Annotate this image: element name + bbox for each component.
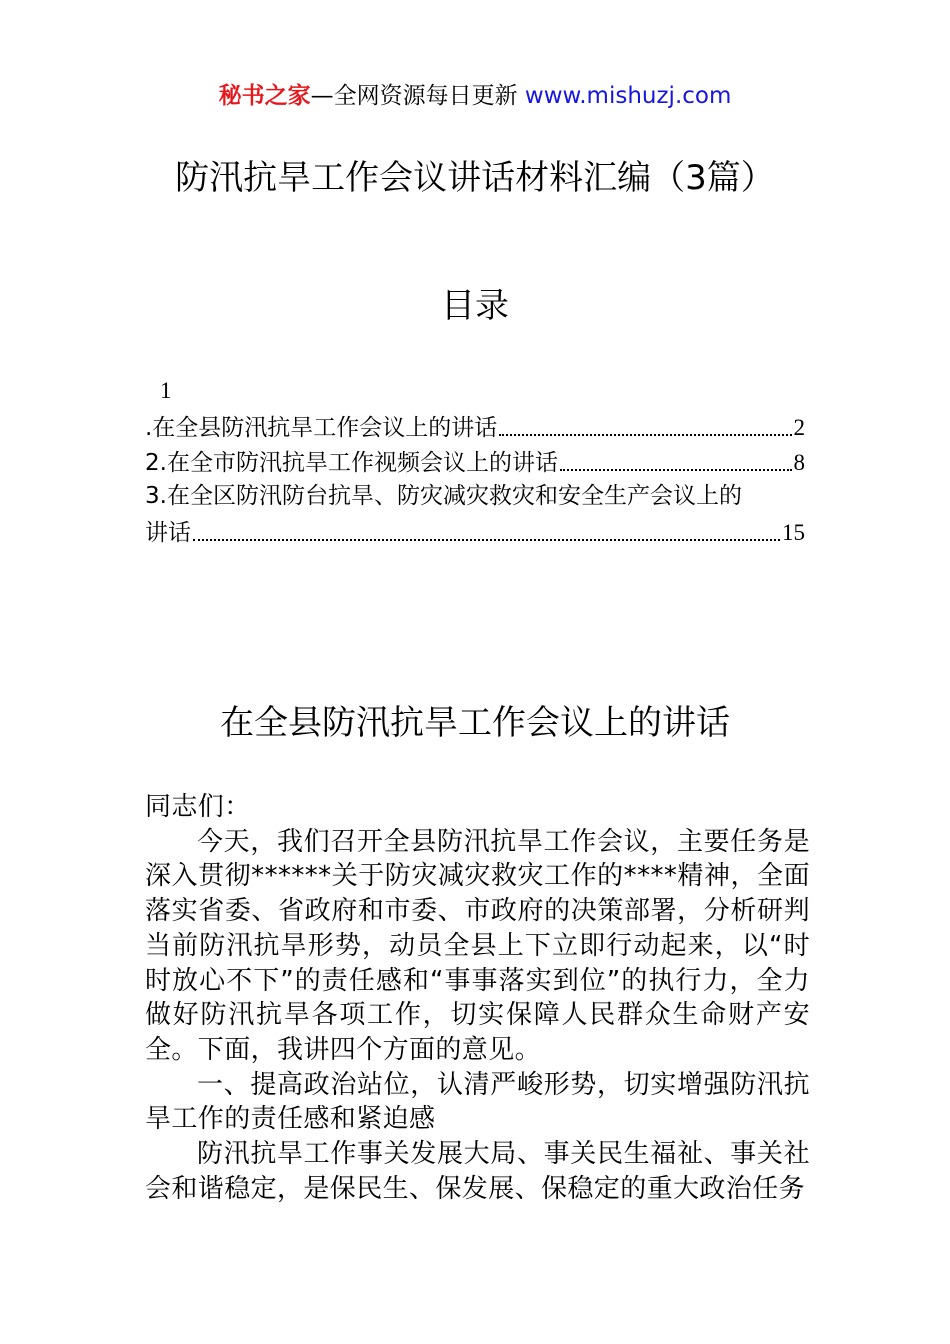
site-name: 秘书之家: [218, 83, 311, 109]
toc-item-page: 8: [793, 450, 805, 475]
toc-leader-dots: [499, 433, 791, 436]
site-tagline: —全网资源每日更新: [310, 83, 525, 109]
toc-item-3-line2[interactable]: [145, 515, 805, 549]
toc-leader-dots: [560, 468, 792, 471]
section-heading: 一、提高政治站位，认清严峻形势，切实增强防汛抗旱工作的责任感和紧迫感: [145, 1069, 810, 1135]
toc-item-page: 2: [793, 415, 805, 440]
document-title: 防汛抗旱工作会议讲话材料汇编（3篇）: [175, 158, 775, 198]
toc-item-3-line1[interactable]: [145, 480, 805, 514]
toc-item-1[interactable]: [145, 410, 805, 444]
toc-item-label: .在全县防汛抗旱工作会议上的讲话: [145, 415, 498, 441]
site-url-link[interactable]: www.mishuzj.com: [524, 83, 732, 109]
body-text: [145, 790, 810, 1206]
toc-item-label: 讲话: [145, 520, 191, 546]
toc-leader-dots: [193, 538, 780, 541]
greeting: 同志们：: [145, 792, 251, 822]
section-title: 在全县防汛抗旱工作会议上的讲话: [220, 703, 730, 743]
toc-first-number: 1: [160, 378, 172, 403]
paragraph: 今天，我们召开全县防汛抗旱工作会议，主要任务是深入贯彻******关于防灾减灾救灾工作的****精神，全面落实省委、省政府和市委、市政府的决策部署，分析研判当前防汛抗旱形势，动员全县上下立即行动起来，以“时时放心不下”的责任感和“事事落实到位”的执行力，全力做好防汛抗旱各项工作，切实保障人民群众生命财产安全。下面，我讲四个方面的意见。: [145, 826, 810, 1065]
site-header: [0, 80, 950, 112]
paragraph: 防汛抗旱工作事关发展大局、事关民生福祉、事关社会和谐稳定，是保民生、保发展、保稳定的重大政治任务: [145, 1139, 810, 1204]
toc-item-2[interactable]: [145, 445, 805, 479]
toc-item-label: 2.在全市防汛抗旱工作视频会议上的讲话: [145, 450, 558, 476]
toc-item-label: 3.在全区防汛防台抗旱、防灾减灾救灾和安全生产会议上的: [145, 483, 742, 509]
toc-heading: 目录: [441, 286, 509, 326]
toc-item-page: 15: [782, 520, 805, 545]
